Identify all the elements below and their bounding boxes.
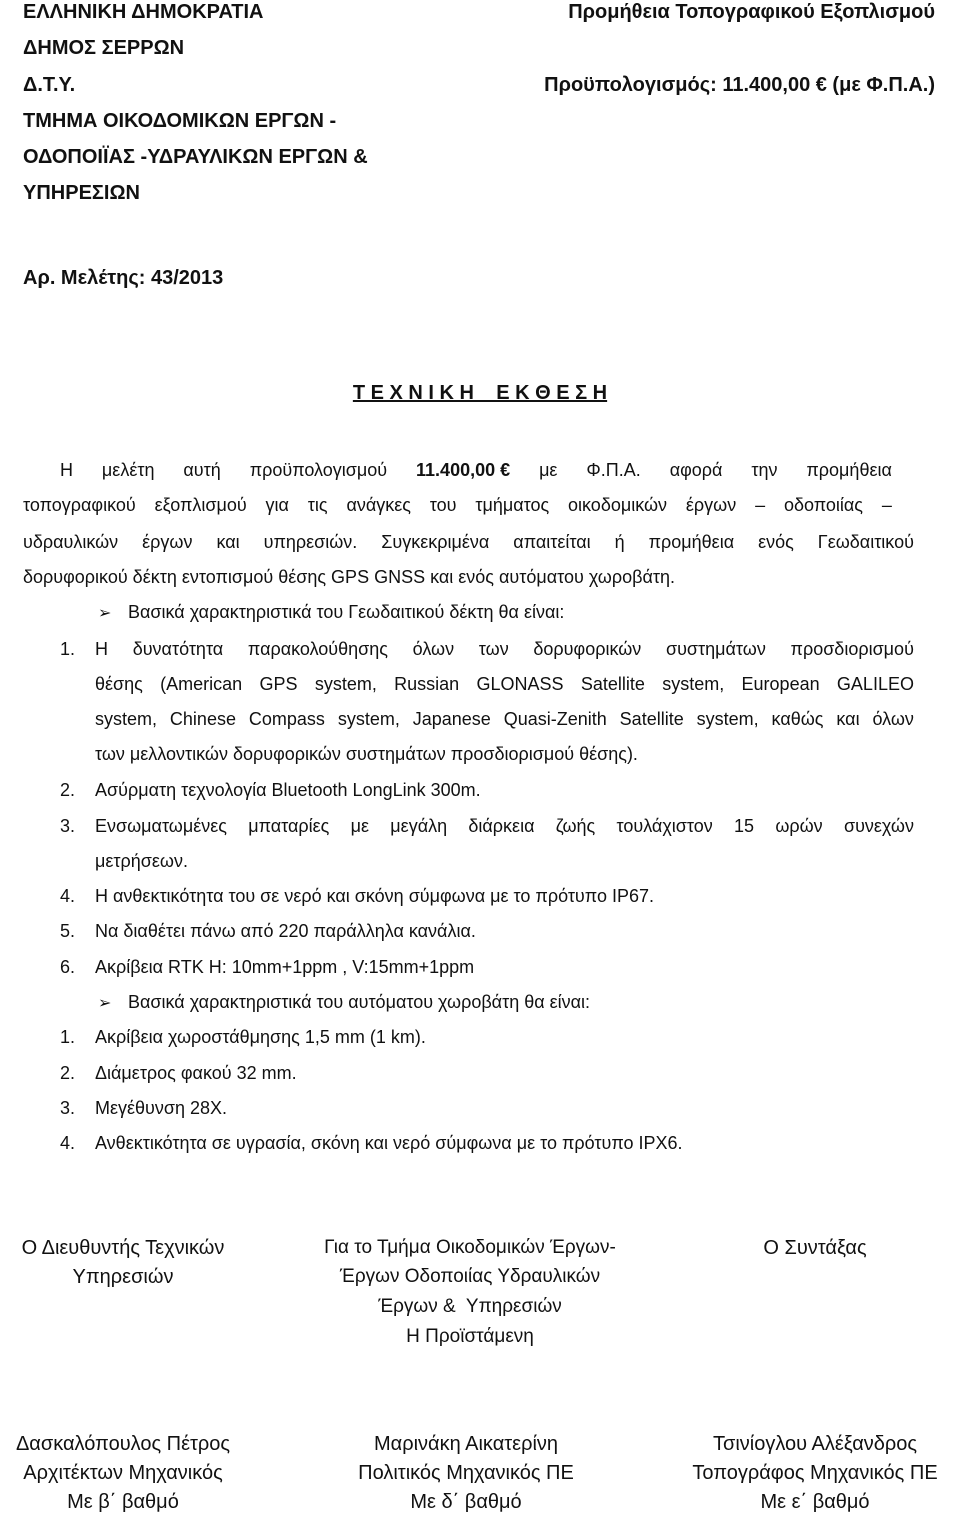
department-role-line: Έργων Οδοποιίας Υδραυλικών: [339, 1266, 601, 1287]
issuer-line: ΤΜΗΜΑ ΟΙΚΟΔΟΜΙΚΩΝ ΕΡΓΩΝ -: [23, 110, 337, 132]
word: system,: [337, 709, 400, 729]
word: GLONASS: [476, 674, 564, 694]
gnss-item-1-line-1: [95, 640, 914, 658]
word: προμήθεια: [648, 532, 735, 552]
word: μεγάλη: [390, 816, 448, 836]
item-number: 2.: [60, 780, 76, 800]
word: –: [755, 495, 766, 515]
gnss-item-3-line-2: μετρήσεων.: [95, 851, 188, 871]
word: ωρών: [775, 816, 823, 836]
word: ζωής: [555, 816, 596, 836]
word: απαιτείται: [513, 532, 591, 552]
word: ανάγκες: [346, 495, 411, 515]
word: system,: [95, 709, 158, 729]
gnss-heading-text: Βασικά χαρακτηριστικά του Γεωδαιτικού δέκτη θα είναι:: [128, 602, 565, 622]
issuer-line: ΥΠΗΡΕΣΙΩΝ: [23, 182, 140, 204]
word: Chinese: [169, 709, 236, 729]
word: υδραυλικών: [23, 532, 119, 552]
word: την: [751, 460, 778, 480]
word: GPS: [259, 674, 298, 694]
word: εξοπλισμού: [154, 495, 247, 515]
word: θέσης: [95, 674, 143, 694]
word: Satellite: [619, 709, 684, 729]
word: οδοποιίας: [783, 495, 863, 515]
issuer-line: ΕΛΛΗΝΙΚΗ ΔΗΜΟΚΡΑΤΙΑ: [23, 1, 264, 23]
gnss-item-1-line-3: [95, 710, 914, 728]
amount: 11.400,00 €: [416, 460, 511, 480]
person-grade: Με β΄ βαθμό: [67, 1491, 179, 1513]
word: και: [836, 709, 860, 729]
word: συστημάτων: [665, 639, 766, 659]
word: διάρκεια: [468, 816, 535, 836]
director-role-line: Υπηρεσιών: [72, 1266, 174, 1288]
item-number: 4.: [60, 886, 76, 906]
word: ή: [614, 532, 625, 552]
word: μπαταρίες: [248, 816, 330, 836]
subject-line: Προμήθεια Τοπογραφικού Εξοπλισμού: [568, 1, 935, 23]
department-role-line: Έργων & Υπηρεσιών: [378, 1296, 562, 1317]
word: European: [741, 674, 820, 694]
word: προϋπολογισμού: [249, 460, 388, 480]
word: δορυφορικών: [533, 639, 642, 659]
level-item-2: Διάμετρος φακού 32 mm.: [95, 1063, 297, 1083]
word: system,: [314, 674, 377, 694]
word: Φ.Π.Α.: [586, 460, 641, 480]
word: όλων: [412, 639, 455, 659]
level-heading-text: Βασικά χαρακτηριστικά του αυτόματου χωροβάτη θα είναι:: [128, 992, 591, 1012]
word: υπηρεσιών.: [263, 532, 358, 552]
word: δυνατότητα: [132, 639, 224, 659]
item-number: 1.: [60, 639, 76, 659]
word: (American: [160, 674, 243, 694]
item-number: 3.: [60, 1098, 76, 1118]
issuer-line: Δ.Τ.Υ.: [23, 74, 76, 96]
word: προμήθεια: [806, 460, 892, 480]
word: με: [539, 460, 558, 480]
word: προσδιορισμού: [790, 639, 914, 659]
word: Quasi-Zenith: [503, 709, 607, 729]
issuer-line: ΔΗΜΟΣ ΣΕΡΡΩΝ: [23, 37, 185, 59]
arrow-bullet-icon: ➢: [98, 605, 112, 622]
word: τμήματος: [475, 495, 550, 515]
word: system,: [696, 709, 759, 729]
gnss-item-1-line-4: των μελλοντικών δορυφορικών συστημάτων προσδιορισμού θέσης).: [95, 744, 638, 764]
word: και: [216, 532, 240, 552]
word: τοπογραφικού: [23, 495, 136, 515]
word: system,: [662, 674, 725, 694]
gnss-item-6: Ακρίβεια RTK H: 10mm+1ppm , V:15mm+1ppm: [95, 957, 475, 977]
gnss-item-4: Η ανθεκτικότητα του σε νερό και σκόνη σύμφωνα με το πρότυπο IP67.: [95, 886, 654, 906]
gnss-item-3-line-1: [95, 817, 914, 835]
item-number: 1.: [60, 1027, 76, 1047]
word: Η: [60, 460, 73, 480]
word: έργων: [685, 495, 737, 515]
department-role-line: Για το Τμήμα Οικοδομικών Έργων-: [324, 1237, 616, 1258]
person-title: Τοπογράφος Μηχανικός ΠΕ: [692, 1462, 938, 1484]
word: του: [429, 495, 457, 515]
issuer-line: ΟΔΟΠΟΙΪΑΣ -ΥΔΡΑΥΛΙΚΩΝ ΕΡΓΩΝ &: [23, 146, 368, 168]
person-name: Τσινίογλου Αλέξανδρος: [712, 1433, 918, 1455]
word: 15: [734, 816, 755, 836]
level-item-3: Μεγέθυνση 28X.: [95, 1098, 228, 1118]
item-number: 6.: [60, 957, 76, 977]
person-name: Μαρινάκη Αικατερίνη: [373, 1433, 559, 1455]
gnss-item-1-line-2: [95, 675, 914, 693]
word: Compass: [248, 709, 325, 729]
word: με: [350, 816, 370, 836]
intro-line-4: δορυφορικού δέκτη εντοπισμού θέσης GPS GNSS και ενός αυτόματου χωροβάτη.: [23, 567, 675, 587]
word: Japanese: [412, 709, 491, 729]
gnss-item-2: Ασύρματη τεχνολογία Bluetooth LongLink 300m.: [95, 780, 481, 800]
word: ενός: [758, 532, 794, 552]
item-number: 3.: [60, 816, 76, 836]
intro-line-3: [23, 533, 914, 551]
word: αυτή: [183, 460, 221, 480]
word: οικοδομικών: [568, 495, 668, 515]
level-heading: [98, 993, 590, 1013]
word: τουλάχιστον: [616, 816, 713, 836]
intro-line-2: [23, 496, 892, 514]
director-role-line: Ο Διευθυντής Τεχνικών: [21, 1237, 225, 1259]
word: των: [478, 639, 509, 659]
person-title: Αρχιτέκτων Μηχανικός: [23, 1462, 223, 1484]
person-title: Πολιτικός Μηχανικός ΠΕ: [358, 1462, 574, 1484]
document-title: Τ Ε Χ Ν Ι Κ Η Ε Κ Θ Ε Σ Η: [352, 382, 608, 404]
person-grade: Με δ΄ βαθμό: [410, 1491, 522, 1513]
budget-line: Προϋπολογισμός: 11.400,00 € (με Φ.Π.Α.): [544, 74, 935, 96]
word: όλων: [872, 709, 914, 729]
gnss-heading: [98, 603, 564, 623]
word: τις: [307, 495, 328, 515]
item-number: 4.: [60, 1133, 76, 1153]
item-number: 2.: [60, 1063, 76, 1083]
word: καθώς: [771, 709, 824, 729]
word: για: [265, 495, 289, 515]
word: Συγκεκριμένα: [381, 532, 490, 552]
word: παρακολούθησης: [247, 639, 388, 659]
arrow-bullet-icon: ➢: [98, 995, 112, 1012]
item-number: 5.: [60, 921, 76, 941]
word: Ενσωματωμένες: [95, 816, 227, 836]
word: συνεχών: [843, 816, 914, 836]
word: Η: [95, 639, 108, 659]
word: Γεωδαιτικού: [817, 532, 914, 552]
person-name: Δασκαλόπουλος Πέτρος: [15, 1433, 231, 1455]
word: GALILEO: [836, 674, 914, 694]
level-item-4: Ανθεκτικότητα σε υγρασία, σκόνη και νερό σύμφωνα με το πρότυπο IPX6.: [95, 1133, 683, 1153]
department-role-line: Η Προϊστάμενη: [406, 1326, 534, 1347]
word: –: [881, 495, 892, 515]
word: Satellite: [580, 674, 645, 694]
word: έργων: [142, 532, 193, 552]
intro-line-1: [60, 461, 892, 479]
word: Russian: [394, 674, 460, 694]
study-number: Αρ. Μελέτης: 43/2013: [23, 267, 224, 289]
gnss-item-5: Να διαθέτει πάνω από 220 παράλληλα κανάλια.: [95, 921, 476, 941]
word: αφορά: [669, 460, 723, 480]
author-role-line: Ο Συντάξας: [763, 1237, 867, 1259]
word: μελέτη: [101, 460, 155, 480]
level-item-1: Ακρίβεια χωροστάθμησης 1,5 mm (1 km).: [95, 1027, 426, 1047]
person-grade: Με ε΄ βαθμό: [760, 1491, 870, 1513]
